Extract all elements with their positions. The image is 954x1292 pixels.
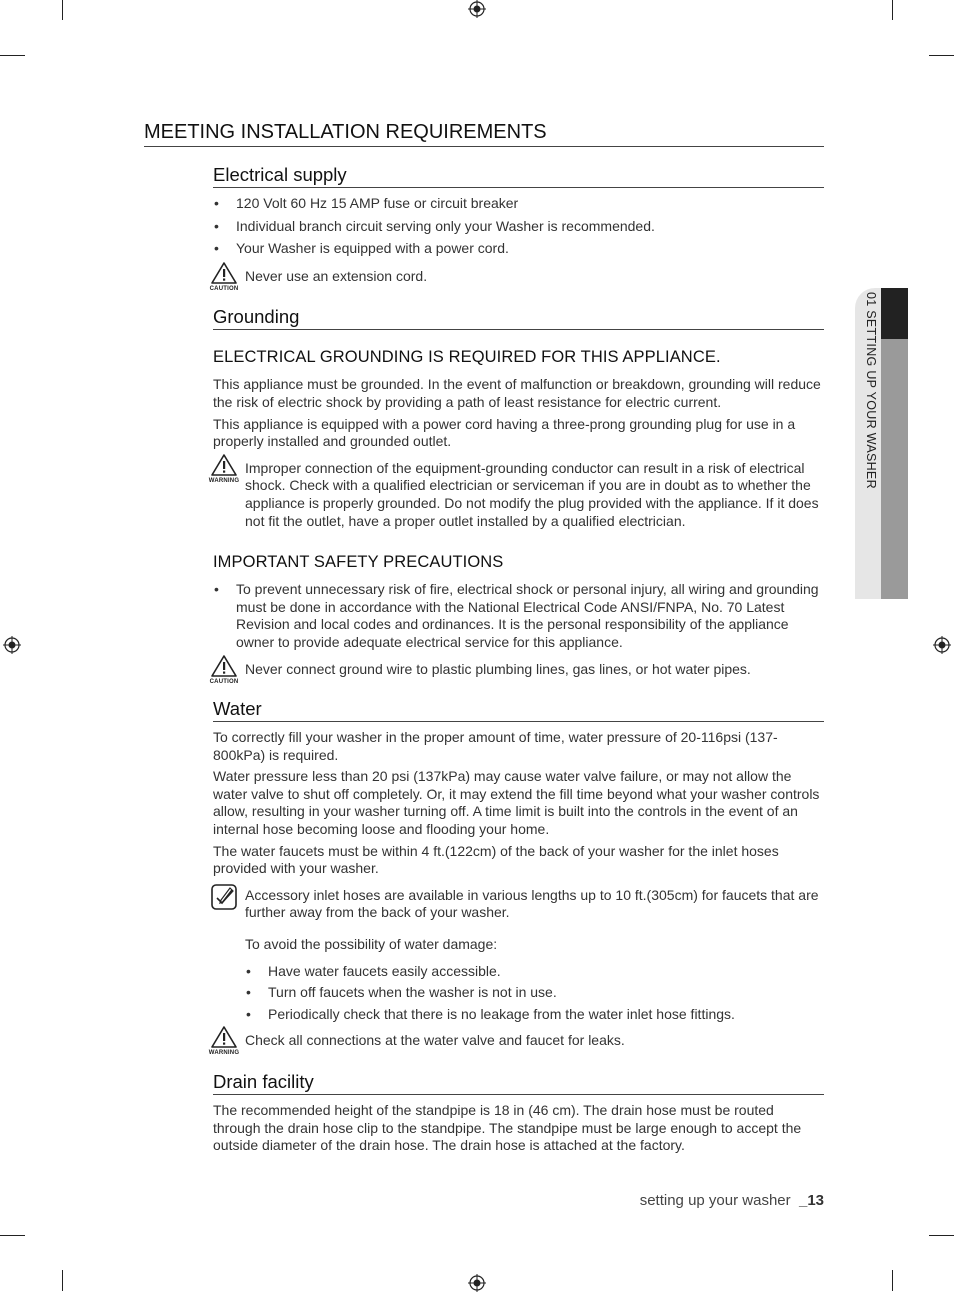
registration-mark-icon — [933, 636, 951, 654]
subheading: ELECTRICAL GROUNDING IS REQUIRED FOR THIS APPLIANCE. — [213, 348, 721, 367]
warning-label: WARNING — [208, 1050, 240, 1057]
note-block — [213, 887, 824, 1024]
caution-icon — [207, 262, 241, 296]
drain-section — [213, 1071, 824, 1155]
paragraph: This appliance is equipped with a power cord having a three-prong grounding plug for use in a properly installed and grounded outlet. — [213, 415, 796, 450]
caution-notice — [209, 267, 824, 292]
paragraph: Water pressure less than 20 psi (137kPa) may cause water valve failure, or may not allow the water valve to shut off completely. Or, it may extend the fill time beyond what your washer controls allow, resulting in your washer turning off. A time limit is built into the controls in the event of an internal hose becoming loose and flooding your home. — [213, 768, 820, 838]
warning-icon — [207, 1026, 241, 1060]
chapter-tab-marker — [881, 288, 908, 339]
warning-notice — [208, 1032, 824, 1057]
page-footer — [540, 1192, 824, 1209]
list-item: • Individual branch circuit serving only your Washer is recommended. — [213, 218, 824, 236]
footer-prefix: _ — [798, 1192, 808, 1209]
paragraph: The recommended height of the standpipe is 18 in (46 cm). The drain hose must be routed through the drain hose clip to the standpipe. The standpipe must be large enough to accept the outside diameter of the drain hose. The drain hose is attached at the factory. — [213, 1102, 802, 1154]
page-number: 13 — [807, 1192, 824, 1209]
warning-icon — [207, 454, 241, 488]
registration-mark-icon — [468, 1274, 486, 1292]
subheading: IMPORTANT SAFETY PRECAUTIONS — [213, 553, 504, 572]
list-item: • Your Washer is equipped with a power cord. — [213, 240, 824, 258]
paragraph: The water faucets must be within 4 ft.(122cm) of the back of your washer for the inlet hoses provided with your washer. — [213, 842, 779, 877]
crop-mark — [929, 1235, 954, 1236]
grounding-section — [208, 306, 824, 685]
crop-mark — [62, 0, 63, 20]
caution-notice — [209, 660, 824, 685]
paragraph: To correctly fill your washer in the proper amount of time, water pressure of 20-116psi (137-800kPa) is required. — [213, 729, 778, 763]
note-text: Accessory inlet hoses are available in various lengths up to 10 ft.(305cm) for faucets that are further away from the back of your washer. — [245, 886, 819, 921]
water-section — [208, 698, 824, 1057]
footer-text: setting up your washer — [639, 1192, 791, 1209]
paragraph: This appliance must be grounded. In the event of malfunction or breakdown, grounding will reduce the risk of electric shock by providing a path of least resistance for electric current. — [213, 376, 821, 410]
list-item: • To prevent unnecessary risk of fire, electrical shock or personal injury, all wiring and grounding must be done in accordance with the National Electrical Code ANSI/FNPA, No. 70 Latest Revision and local codes and ordinances. It is the personal responsibility of the appliance owner to provide adequate electrical service for this appliance. — [213, 581, 824, 651]
warning-label: WARNING — [208, 477, 240, 484]
crop-mark — [929, 55, 954, 56]
warning-notice — [208, 459, 824, 530]
page-title: MEETING INSTALLATION REQUIREMENTS — [144, 120, 824, 147]
caution-text: Never connect ground wire to plastic plumbing lines, gas lines, or hot water pipes. — [245, 660, 751, 677]
caution-label: CAUTION — [209, 285, 239, 292]
list-item: • 120 Volt 60 Hz 15 AMP fuse or circuit breaker — [213, 195, 824, 213]
warning-text: Check all connections at the water valve and faucet for leaks. — [245, 1032, 625, 1049]
list-item: • Have water faucets easily accessible. — [245, 963, 824, 981]
crop-mark — [0, 1235, 25, 1236]
crop-mark — [0, 55, 25, 56]
registration-mark-icon — [468, 0, 486, 18]
chapter-tab-label: 01 SETTING UP YOUR WASHER — [864, 292, 878, 489]
main-content — [208, 164, 824, 1155]
caution-label: CAUTION — [209, 678, 239, 685]
safety-list — [213, 581, 824, 651]
crop-mark — [892, 1270, 893, 1291]
caution-icon — [207, 655, 241, 689]
section-heading: Drain facility — [213, 1071, 824, 1095]
crop-mark — [62, 1270, 63, 1291]
registration-mark-icon — [3, 636, 21, 654]
electrical-supply-section — [209, 164, 824, 292]
caution-text: Never use an extension cord. — [245, 267, 428, 284]
warning-text: Improper connection of the equipment-grounding conductor can result in a risk of electrical shock. Check with a qualified electrician or serviceman if you are in doubt as to whether the appliance is properly grounded. Do not modify the plug provided with the appliance. If it does not fit the outlet, have a proper outlet installed by a qualified electrician. — [245, 459, 819, 529]
section-heading: Water — [213, 698, 824, 722]
electrical-list — [213, 195, 824, 258]
section-heading: Grounding — [213, 306, 824, 330]
note-text: To avoid the possibility of water damage: — [245, 936, 498, 953]
water-list — [245, 963, 824, 1024]
list-item: • Periodically check that there is no leakage from the water inlet hose fittings. — [245, 1006, 824, 1024]
section-heading: Electrical supply — [213, 164, 824, 188]
note-icon — [210, 883, 238, 911]
crop-mark — [892, 0, 893, 20]
list-item: • Turn off faucets when the washer is not in use. — [245, 984, 824, 1002]
